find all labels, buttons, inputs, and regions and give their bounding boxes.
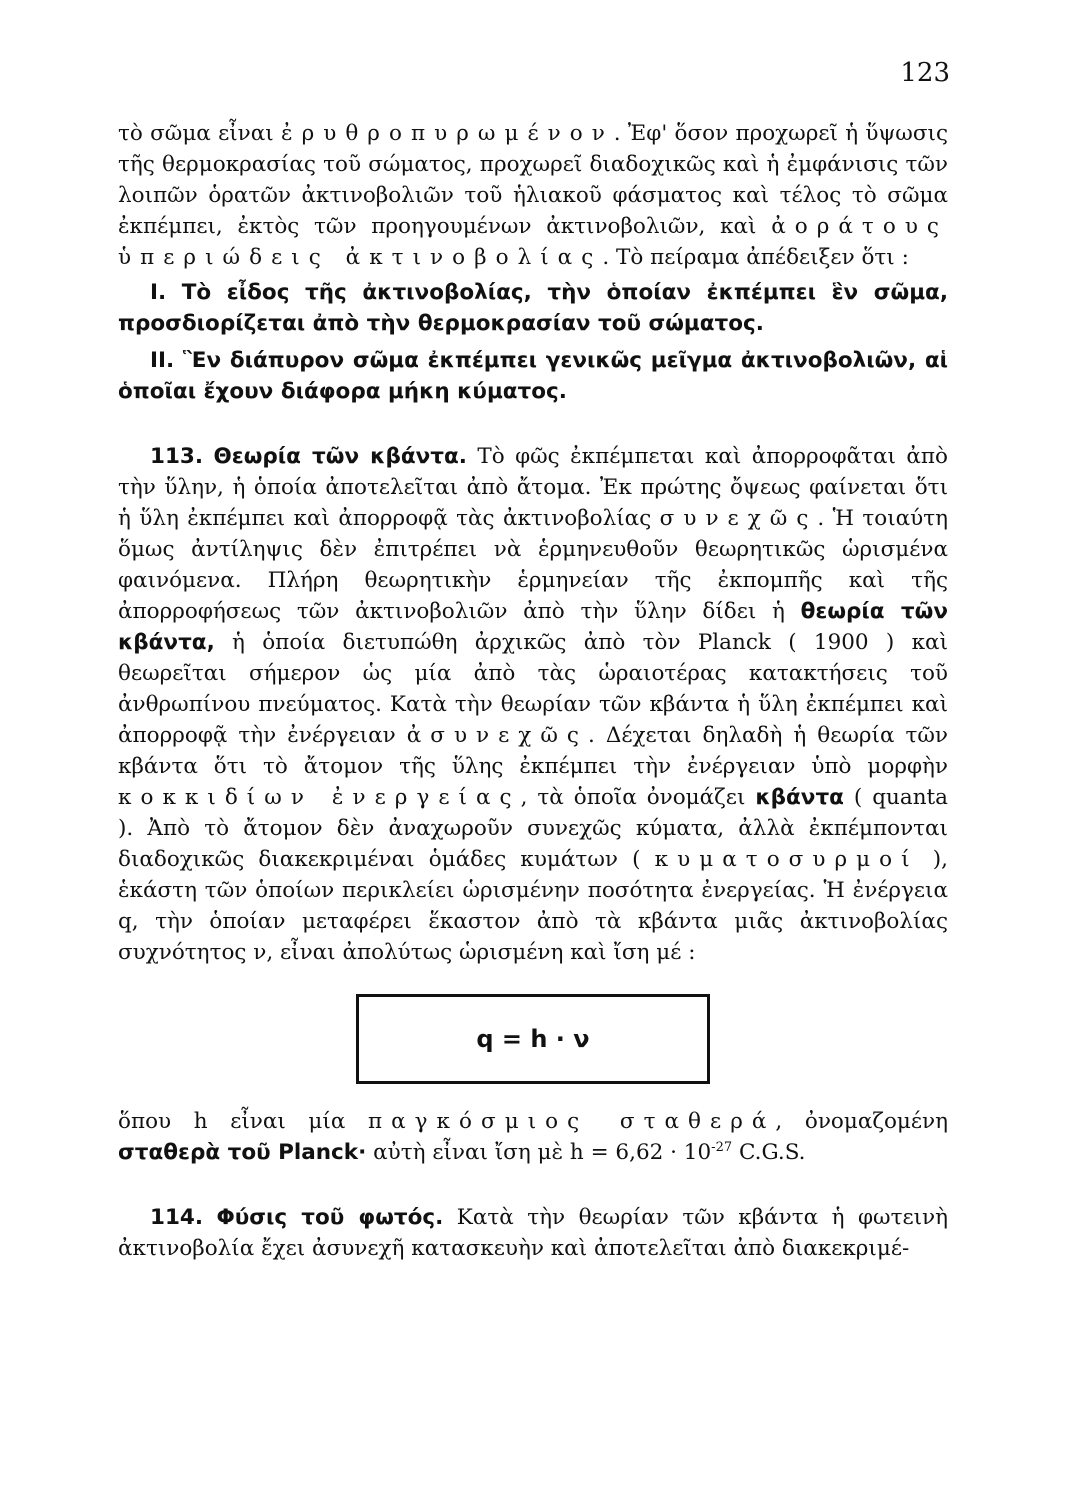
explanation-text: , ὀνομαζομένη (775, 1109, 948, 1134)
list-item: II. Ἓν διάπυρον σῶμα ἐκπέμπει γενικῶς μεῖγμα ἀκτινοβολιῶν, αἱ ὁποῖαι ἔχουν διάφορα μήκη κύματος. (118, 348, 948, 404)
intro-text-2: . Ἐφ' ὅσον προχωρεῖ ἡ ὕψωσις τῆς θερμοκρασίας τοῦ σώματος, προχωρεῖ διαδοχικῶς καὶ ἡ ἐμφάνισις τῶν λοιπῶν ὁρατῶν ἀκτινοβολιῶν τοῦ ἡλιακοῦ φάσματος καὶ τέλος τὸ σῶμα ἐκπέμπει, ἐκτὸς τῶν προηγουμένων ἀκτινοβολιῶν, καὶ (118, 121, 948, 239)
formula: q = h · ν (476, 1025, 590, 1053)
section-text: . Ἡ τοιαύτη ὅμως ἀντίληψις δὲν ἐπιτρέπει νὰ ἑρμηνευθοῦν θεωρητικῶς ὡρισμένα φαινόμενα. Πλήρη θεωρητικὴν ἑρμηνείαν τῆς ἐκπομπῆς καὶ τῆς ἀπορροφήσεως τῶν ἀκτινοβολιῶν ἀπὸ τὴν ὕλην δίδει ἡ (118, 506, 949, 624)
section-title: Θεωρία τῶν κβάντα. (213, 444, 467, 469)
intro-spaced-1: ἐρυθροπυρωμένον (281, 121, 614, 146)
formula-explanation (118, 1106, 948, 1168)
section-text: . Δέχεται δηλαδὴ ἡ θεωρία τῶν κβάντα ὅτι τὸ ἄτομον τῆς ὕλης ἐκπέμπει τὴν ἐνέργειαν ὑπὸ μορφὴν (118, 723, 948, 779)
spaced-term: κυματοσυρμοί (654, 847, 919, 872)
explanation-text: ὅπου h εἶναι μία (118, 1109, 368, 1134)
bold-term: κβάντα (755, 785, 844, 810)
list-item: I. Τὸ εἶδος τῆς ἀκτινοβολίας, τὴν ὁποίαν ἐκπέμπει ἓν σῶμα, προσδιορίζεται ἀπὸ τὴν θερμοκρασίαν τοῦ σώματος. (118, 280, 948, 336)
section-text: ( quanta ). Ἀπὸ τὸ ἄτομον δὲν ἀναχωροῦν συνεχῶς κύματα, ἀλλὰ ἐκπέμπονται διαδοχικῶς διακεκριμέναι ὁμάδες κυμάτων ( (118, 785, 948, 872)
section-number: 114. (150, 1205, 204, 1230)
bold-term: θεωρία τῶν κβάντα, (118, 599, 948, 655)
spaced-term: ἀσυνεχῶς (406, 723, 589, 748)
section-113 (118, 441, 948, 968)
intro-text-3: . Τὸ πείραμα ἀπέδειξεν ὅτι : (602, 245, 909, 270)
section-text: ἡ ὁποία διετυπώθη ἀρχικῶς ἀπὸ τὸν Planck ( 1900 ) καὶ θεωρεῖται σήμερον ὡς μία ἀπὸ τὰς ὡραιοτέρας κατακτήσεις τοῦ ἀνθρωπίνου πνεύματος. Κατὰ τὴν θεωρίαν τῶν κβάντα ἡ ὕλη ἐκπέμπει καὶ ἀπορροφᾷ τὴν ἐνέργειαν (118, 630, 948, 748)
exponent: -27 (711, 1139, 733, 1155)
intro-paragraph (118, 118, 948, 273)
bold-term: σταθερὰ τοῦ Planck· (118, 1140, 367, 1165)
formula-box (356, 994, 710, 1084)
spaced-term: συνεχῶς (659, 506, 818, 531)
section-114 (118, 1202, 948, 1264)
page-number: 123 (900, 58, 950, 88)
page-content (118, 118, 948, 1264)
intro-text-1: τὸ σῶμα εἶναι (118, 121, 281, 146)
section-text: , τὰ ὁποῖα ὀνομάζει (520, 785, 756, 810)
spaced-term: κοκκιδίων ἐνεργείας (118, 785, 521, 810)
section-text: ), ἑκάστη τῶν ὁποίων περικλείει ὡρισμένην ποσότητα ἐνεργείας. Ἡ ἐνέργεια q, τὴν ὁποίαν μεταφέρει ἕκαστον ἀπὸ τὰ κβάντα μιᾶς ἀκτινοβολίας συχνότητος ν, εἶναι ἀπολύτως ὡρισμένη καὶ ἴση μέ : (118, 847, 948, 965)
section-number: 113. (150, 444, 204, 469)
spaced-term: παγκόσμιος σταθερά (367, 1109, 776, 1134)
section-title: Φύσις τοῦ φωτός. (216, 1205, 444, 1230)
section-text: Κατὰ τὴν θεωρίαν τῶν κβάντα ἡ φωτεινὴ ἀκτινοβολία ἔχει ἀσυνεχῆ κατασκευὴν καὶ ἀποτελεῖται ἀπὸ διακεκριμέ- (118, 1205, 948, 1261)
section-text: Τὸ φῶς ἐκπέμπεται καὶ ἀπορροφᾶται ἀπὸ τὴν ὕλην, ἡ ὁποία ἀποτελεῖται ἀπὸ ἄτομα. Ἐκ πρώτης ὄψεως φαίνεται ὅτι ἡ ὕλη ἐκπέμπει καὶ ἀπορροφᾷ τὰς ἀκτινοβολίας (118, 444, 948, 531)
intro-spaced-2: ἀοράτους ὑπεριώδεις ἀκτινοβολίας (118, 214, 948, 270)
explanation-text: αὐτὴ εἶναι ἴση μὲ h = 6,62 · 10 (366, 1140, 712, 1165)
explanation-text: C.G.S. (732, 1140, 806, 1165)
